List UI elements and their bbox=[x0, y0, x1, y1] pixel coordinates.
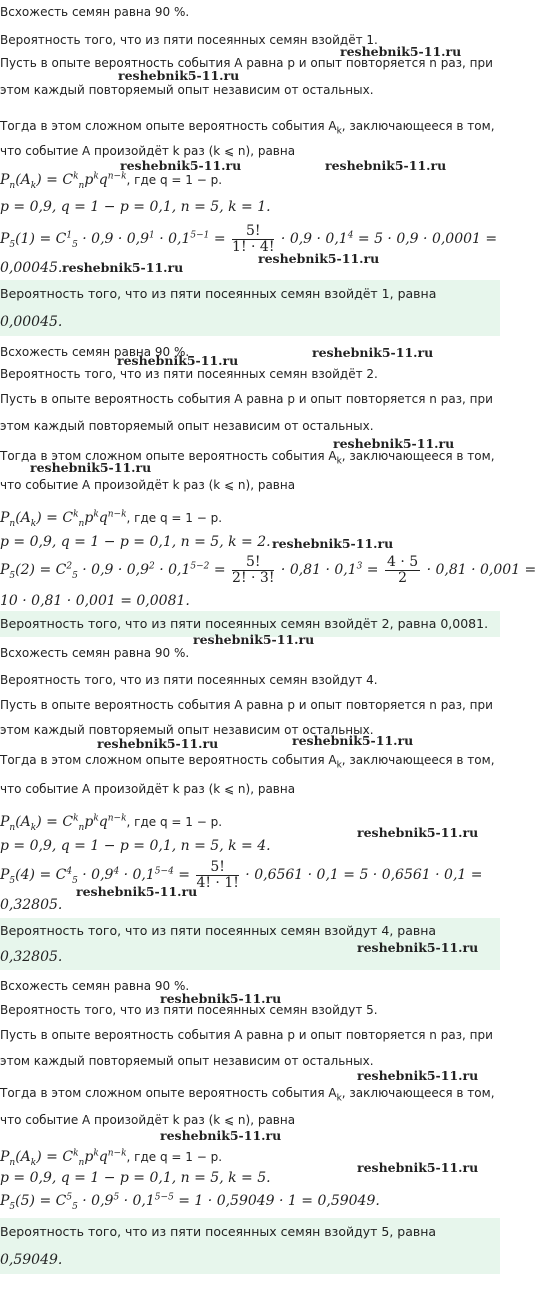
watermark: reshebnik5-11.ru bbox=[272, 536, 394, 551]
bernoulli-formula: $P_n(A_k) = C^k_np^kq^{n-k}$, где q = 1 − p. bbox=[0, 1148, 223, 1168]
watermark: reshebnik5-11.ru bbox=[76, 884, 198, 899]
watermark: reshebnik5-11.ru bbox=[333, 436, 455, 451]
premise-line-1: Пусть в опыте вероятность события A равна p и опыт повторяется n раз, при bbox=[0, 698, 493, 712]
answer-box bbox=[0, 1218, 500, 1274]
watermark: reshebnik5-11.ru bbox=[120, 158, 242, 173]
watermark: reshebnik5-11.ru bbox=[325, 158, 447, 173]
answer-box bbox=[0, 280, 500, 336]
watermark: reshebnik5-11.ru bbox=[357, 940, 479, 955]
then-line-1: Тогда в этом сложном опыте вероятность события $A_k$, заключающееся в том, bbox=[0, 449, 495, 467]
params-line: p = 0,9, q = 1 − p = 0,1, n = 5, k = 4. bbox=[0, 838, 271, 854]
then-line-1: Тогда в этом сложном опыте вероятность события $A_k$, заключающееся в том, bbox=[0, 753, 495, 771]
calc-line: $P_5(1) = C^1_5 \cdot 0,9 \cdot 0,9^1 \cdot 0,1^{5-1}$ = $\frac{5!}{1! \cdot 4!}$ · $0,9 \cdot 0,1^4 = 5 \cdot 0,9 \cdot 0,0001$ = bbox=[0, 222, 498, 255]
germination-text: Всхожесть семян равна 90 %. bbox=[0, 646, 190, 660]
watermark: reshebnik5-11.ru bbox=[292, 733, 414, 748]
watermark: reshebnik5-11.ru bbox=[30, 460, 152, 475]
watermark: reshebnik5-11.ru bbox=[312, 345, 434, 360]
bernoulli-formula: $P_n(A_k) = C^k_np^kq^{n-k}$, где q = 1 − p. bbox=[0, 813, 223, 833]
question-text: Вероятность того, что из пяти посеянных семян взойдёт 1. bbox=[0, 33, 378, 47]
watermark: reshebnik5-11.ru bbox=[193, 632, 315, 647]
watermark: reshebnik5-11.ru bbox=[340, 44, 462, 59]
then-line-1: Тогда в этом сложном опыте вероятность события $A_k$, заключающееся в том, bbox=[0, 119, 495, 137]
answer-text: Вероятность того, что из пяти посеянных семян взойдёт 2, равна 0,0081. bbox=[0, 616, 489, 631]
then-line-2: что событие A произойдёт k раз (k ⩽ n), равна bbox=[0, 144, 296, 158]
bernoulli-formula: $P_n(A_k) = C^k_np^kq^{n-k}$, где q = 1 − p. bbox=[0, 509, 223, 529]
question-text: Вероятность того, что из пяти посеянных семян взойдут 4. bbox=[0, 673, 378, 687]
answer-text: Вероятность того, что из пяти посеянных семян взойдут 5, равна bbox=[0, 1224, 437, 1239]
premise-line-2: этом каждый повторяемый опыт независим от остальных. bbox=[0, 419, 374, 433]
watermark: reshebnik5-11.ru bbox=[160, 991, 282, 1006]
germination-text: Всхожесть семян равна 90 %. bbox=[0, 979, 190, 993]
watermark: reshebnik5-11.ru bbox=[118, 68, 240, 83]
question-text: Вероятность того, что из пяти посеянных семян взойдёт 2. bbox=[0, 367, 378, 381]
calc-line: $P_5(5) = C^5_5 \cdot 0,9^5 \cdot 0,1^{5-5} = 1 \cdot 0,59049 \cdot 1 = 0,59049$. bbox=[0, 1192, 380, 1212]
params-line: p = 0,9, q = 1 − p = 0,1, n = 5, k = 5. bbox=[0, 1170, 271, 1186]
premise-line-2: этом каждый повторяемый опыт независим от остальных. bbox=[0, 1054, 374, 1068]
watermark: reshebnik5-11.ru bbox=[160, 1128, 282, 1143]
then-line-2: что событие A произойдёт k раз (k ⩽ n), равна bbox=[0, 782, 296, 796]
result-line: 10 · 0,81 · 0,001 = 0,0081. bbox=[0, 593, 190, 609]
watermark: reshebnik5-11.ru bbox=[357, 825, 479, 840]
premise-line-1: Пусть в опыте вероятность события A равна p и опыт повторяется n раз, при bbox=[0, 56, 493, 70]
premise-line-1: Пусть в опыте вероятность события A равна p и опыт повторяется n раз, при bbox=[0, 392, 493, 406]
bernoulli-formula: $P_n(A_k) = C^k_np^kq^{n-k}$, где q = 1 − p. bbox=[0, 171, 223, 191]
watermark: reshebnik5-11.ru bbox=[117, 353, 239, 368]
then-line-2: что событие A произойдёт k раз (k ⩽ n), равна bbox=[0, 1113, 296, 1127]
premise-line-2: этом каждый повторяемый опыт независим от остальных. bbox=[0, 83, 374, 97]
watermark: reshebnik5-11.ru bbox=[62, 260, 184, 275]
result-line: 0,32805. bbox=[0, 897, 63, 913]
question-text: Вероятность того, что из пяти посеянных семян взойдут 5. bbox=[0, 1003, 378, 1017]
premise-line-1: Пусть в опыте вероятность события A равна p и опыт повторяется n раз, при bbox=[0, 1028, 493, 1042]
params-line: p = 0,9, q = 1 − p = 0,1, n = 5, k = 2. bbox=[0, 534, 271, 550]
result-line: 0,00045. bbox=[0, 260, 63, 276]
calc-line: $P_5(4) = C^4_5 \cdot 0,9^4 \cdot 0,1^{5-4}$ = $\frac{5!}{4! \cdot 1!}$ · 0,6561 · 0,1 = 5 · 0,6561 · 0,1 = bbox=[0, 858, 483, 891]
answer-value: 0,00045. bbox=[0, 314, 63, 330]
watermark: reshebnik5-11.ru bbox=[357, 1068, 479, 1083]
answer-text: Вероятность того, что из пяти посеянных семян взойдут 4, равна bbox=[0, 923, 437, 938]
calc-line: $P_5(2) = C^2_5 \cdot 0,9 \cdot 0,9^2 \cdot 0,1^{5-2}$ = $\frac{5!}{2! \cdot 3!}$ · $0,81 \cdot 0,1^3$ = $\frac{4 \cdot 5}{2}$ · 0,81 · 0,001 = bbox=[0, 553, 536, 586]
premise-line-2: этом каждый повторяемый опыт независим от остальных. bbox=[0, 723, 374, 737]
watermark: reshebnik5-11.ru bbox=[258, 251, 380, 266]
answer-value: 0,32805. bbox=[0, 949, 63, 965]
answer-value: 0,59049. bbox=[0, 1252, 63, 1268]
germination-text: Всхожесть семян равна 90 %. bbox=[0, 345, 190, 359]
then-line-2: что событие A произойдёт k раз (k ⩽ n), равна bbox=[0, 478, 296, 492]
watermark: reshebnik5-11.ru bbox=[357, 1160, 479, 1175]
germination-text: Всхожесть семян равна 90 %. bbox=[0, 5, 190, 19]
params-line: p = 0,9, q = 1 − p = 0,1, n = 5, k = 1. bbox=[0, 199, 271, 215]
then-line-1: Тогда в этом сложном опыте вероятность события $A_k$, заключающееся в том, bbox=[0, 1086, 495, 1104]
answer-text: Вероятность того, что из пяти посеянных семян взойдёт 1, равна bbox=[0, 286, 437, 301]
watermark: reshebnik5-11.ru bbox=[97, 736, 219, 751]
